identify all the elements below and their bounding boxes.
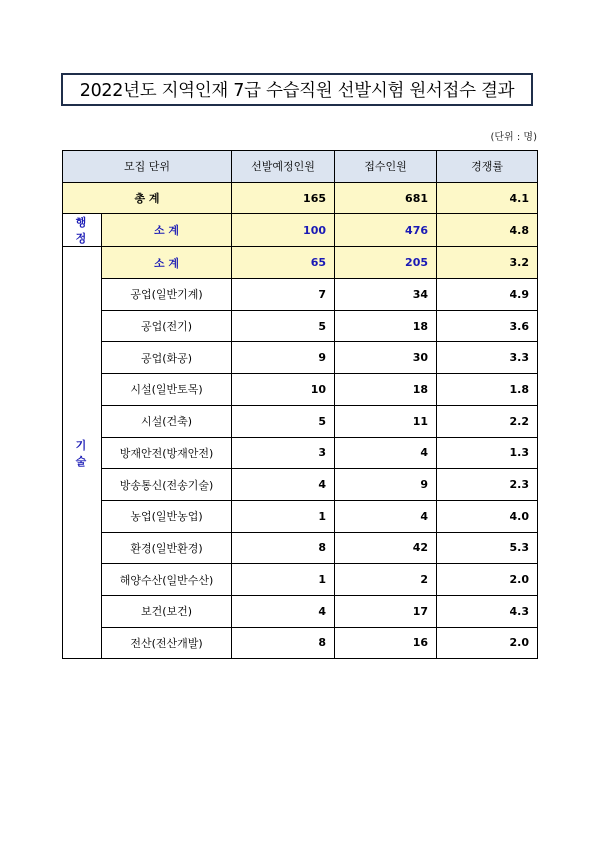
row-selected: 3 bbox=[232, 437, 335, 469]
admin-category: 행 정 bbox=[63, 214, 102, 247]
table-row bbox=[63, 374, 538, 406]
table-row bbox=[63, 310, 538, 342]
row-selected: 8 bbox=[232, 627, 335, 659]
admin-ratio: 4.8 bbox=[437, 214, 538, 247]
total-ratio: 4.1 bbox=[437, 182, 538, 214]
total-row bbox=[63, 182, 538, 214]
table-row bbox=[63, 564, 538, 596]
table-row bbox=[63, 500, 538, 532]
admin-applicants: 476 bbox=[335, 214, 437, 247]
table-row bbox=[63, 342, 538, 374]
tech-subtotal-label: 소 계 bbox=[102, 247, 232, 279]
row-name: 시설(일반토목) bbox=[102, 374, 232, 406]
row-selected: 4 bbox=[232, 469, 335, 501]
header-selected: 선발예정인원 bbox=[232, 151, 335, 183]
row-ratio: 2.3 bbox=[437, 469, 538, 501]
row-selected: 9 bbox=[232, 342, 335, 374]
results-table bbox=[62, 150, 538, 659]
row-applicants: 11 bbox=[335, 405, 437, 437]
total-applicants: 681 bbox=[335, 182, 437, 214]
row-applicants: 4 bbox=[335, 500, 437, 532]
row-name: 전산(전산개발) bbox=[102, 627, 232, 659]
total-label: 총 계 bbox=[63, 182, 232, 214]
header-row bbox=[63, 151, 538, 183]
row-ratio: 4.9 bbox=[437, 279, 538, 311]
row-ratio: 2.0 bbox=[437, 564, 538, 596]
row-name: 시설(건축) bbox=[102, 405, 232, 437]
row-selected: 8 bbox=[232, 532, 335, 564]
admin-selected: 100 bbox=[232, 214, 335, 247]
row-ratio: 2.2 bbox=[437, 405, 538, 437]
header-applicants: 접수인원 bbox=[335, 151, 437, 183]
table-row bbox=[63, 437, 538, 469]
row-ratio: 1.8 bbox=[437, 374, 538, 406]
tech-category: 기 술 bbox=[63, 247, 102, 659]
row-ratio: 3.3 bbox=[437, 342, 538, 374]
table-row bbox=[63, 469, 538, 501]
row-applicants: 16 bbox=[335, 627, 437, 659]
row-ratio: 4.3 bbox=[437, 595, 538, 627]
unit-note: (단위 : 명) bbox=[490, 132, 537, 143]
tech-subtotal-selected: 65 bbox=[232, 247, 335, 279]
row-ratio: 2.0 bbox=[437, 627, 538, 659]
admin-subtotal-label: 소 계 bbox=[102, 214, 232, 247]
row-name: 방재안전(방재안전) bbox=[102, 437, 232, 469]
total-selected: 165 bbox=[232, 182, 335, 214]
page-title: 2022년도 지역인재 7급 수습직원 선발시험 원서접수 결과 bbox=[61, 73, 533, 106]
admin-row bbox=[63, 214, 538, 247]
row-ratio: 1.3 bbox=[437, 437, 538, 469]
row-selected: 1 bbox=[232, 500, 335, 532]
row-applicants: 30 bbox=[335, 342, 437, 374]
header-ratio: 경쟁률 bbox=[437, 151, 538, 183]
table-row bbox=[63, 279, 538, 311]
row-ratio: 4.0 bbox=[437, 500, 538, 532]
row-applicants: 2 bbox=[335, 564, 437, 596]
row-name: 공업(전기) bbox=[102, 310, 232, 342]
row-applicants: 4 bbox=[335, 437, 437, 469]
table-row bbox=[63, 627, 538, 659]
table-row bbox=[63, 405, 538, 437]
row-applicants: 9 bbox=[335, 469, 437, 501]
row-name: 공업(화공) bbox=[102, 342, 232, 374]
row-applicants: 42 bbox=[335, 532, 437, 564]
header-unit: 모집 단위 bbox=[63, 151, 232, 183]
table-row bbox=[63, 532, 538, 564]
row-applicants: 18 bbox=[335, 374, 437, 406]
row-selected: 4 bbox=[232, 595, 335, 627]
row-name: 공업(일반기계) bbox=[102, 279, 232, 311]
row-name: 보건(보건) bbox=[102, 595, 232, 627]
row-applicants: 17 bbox=[335, 595, 437, 627]
row-selected: 7 bbox=[232, 279, 335, 311]
row-name: 해양수산(일반수산) bbox=[102, 564, 232, 596]
row-selected: 10 bbox=[232, 374, 335, 406]
row-applicants: 18 bbox=[335, 310, 437, 342]
tech-subtotal-row bbox=[63, 247, 538, 279]
row-selected: 5 bbox=[232, 310, 335, 342]
row-applicants: 34 bbox=[335, 279, 437, 311]
row-ratio: 5.3 bbox=[437, 532, 538, 564]
table-row bbox=[63, 595, 538, 627]
tech-subtotal-ratio: 3.2 bbox=[437, 247, 538, 279]
row-selected: 5 bbox=[232, 405, 335, 437]
tech-subtotal-applicants: 205 bbox=[335, 247, 437, 279]
row-name: 방송통신(전송기술) bbox=[102, 469, 232, 501]
row-name: 환경(일반환경) bbox=[102, 532, 232, 564]
row-name: 농업(일반농업) bbox=[102, 500, 232, 532]
row-selected: 1 bbox=[232, 564, 335, 596]
row-ratio: 3.6 bbox=[437, 310, 538, 342]
